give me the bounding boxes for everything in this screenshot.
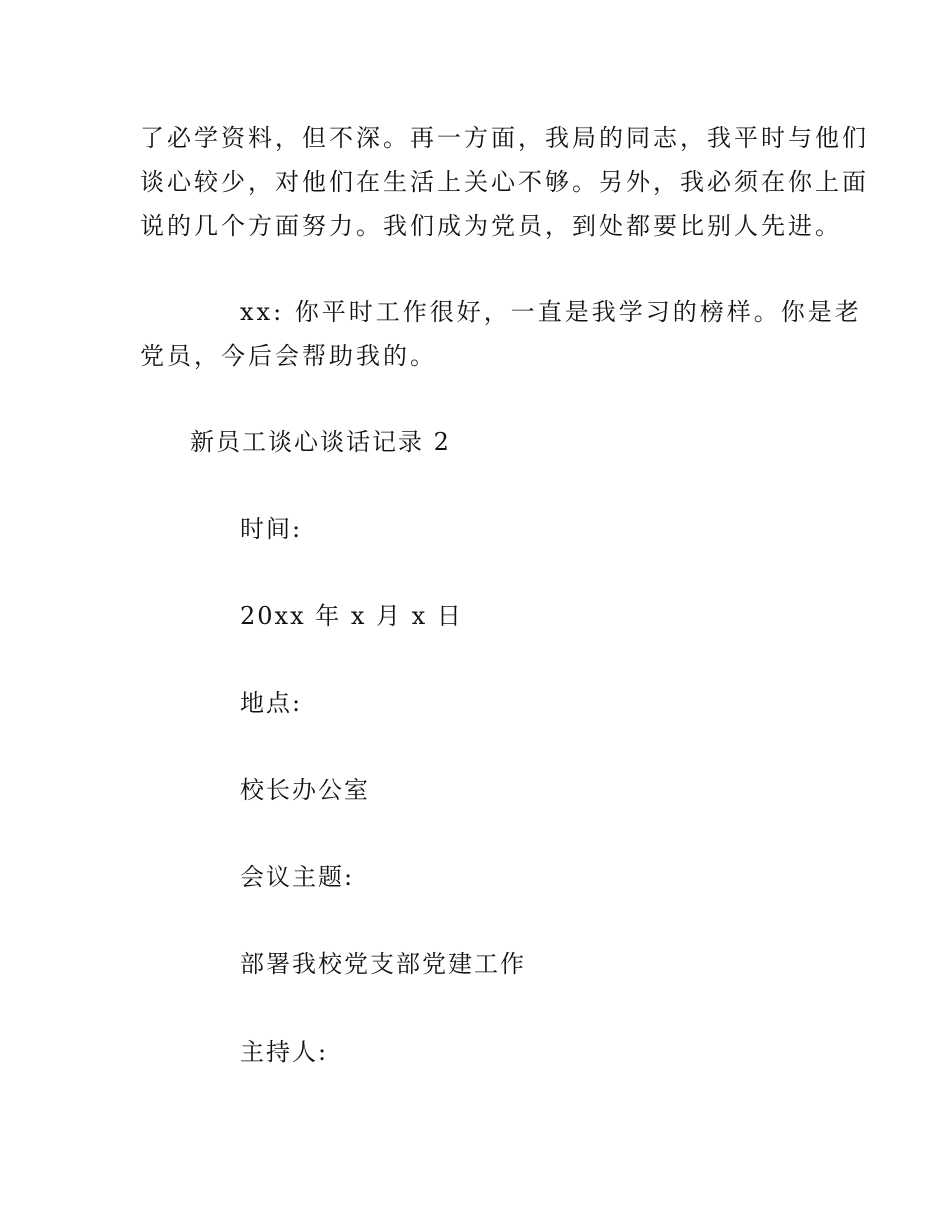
paragraph-2-line-1: xx: 你平时工作很好，一直是我学习的榜样。你是老 [240, 298, 862, 326]
place-value: 校长办公室 [240, 776, 370, 804]
paragraph-1-line-2: 谈心较少，对他们在生活上关心不够。另外，我必须在你上面 [140, 168, 869, 196]
paragraph-1-line-3: 说的几个方面努力。我们成为党员，到处都要比别人先进。 [140, 212, 842, 240]
time-value: 20xx 年 x 月 x 日 [240, 602, 463, 630]
topic-label: 会议主题: [240, 863, 355, 891]
paragraph-2-line-2: 党员，今后会帮助我的。 [140, 342, 437, 370]
host-label: 主持人: [240, 1038, 329, 1066]
paragraph-2 [140, 290, 862, 378]
paragraph-1-line-1: 了必学资料，但不深。再一方面，我局的同志，我平时与他们 [140, 124, 869, 152]
topic-value: 部署我校党支部党建工作 [240, 950, 526, 978]
paragraph-1 [140, 116, 869, 248]
section-heading: 新员工谈心谈话记录 2 [190, 428, 451, 456]
place-label: 地点: [240, 689, 303, 717]
time-label: 时间: [240, 515, 303, 543]
